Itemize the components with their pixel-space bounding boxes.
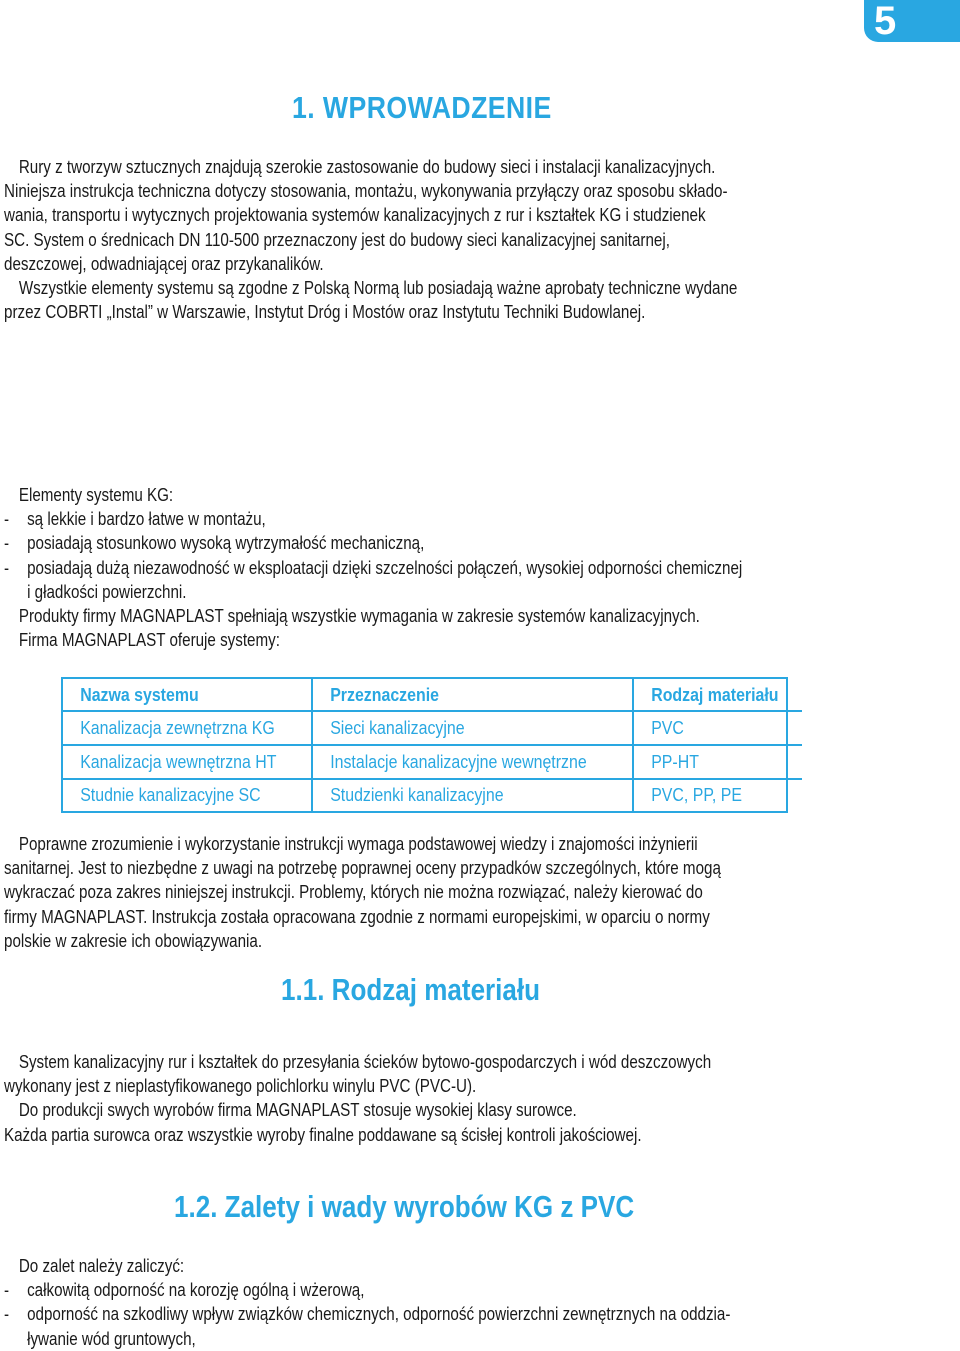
systems-table bbox=[61, 677, 788, 813]
list-item bbox=[4, 556, 829, 580]
list-dash: - bbox=[4, 556, 10, 578]
table-row bbox=[63, 711, 802, 745]
text-line: Poprawne zrozumienie i wykorzystanie instrukcji wymaga podstawowej wiedzy i znajomości inżynierii bbox=[18, 833, 698, 854]
advantages-block bbox=[4, 1254, 829, 1351]
list-item-text: są lekkie i bardzo łatwe w montażu, bbox=[27, 508, 266, 530]
cell-text: Sieci kanalizacyjne bbox=[330, 717, 465, 739]
text-line: System kanalizacyjny rur i kształtek do przesyłania ścieków bytowo-gospodarczych i wód deszczowych bbox=[18, 1051, 712, 1072]
intro-paragraph bbox=[4, 155, 829, 324]
table-cell bbox=[312, 745, 632, 779]
offer-line: Firma MAGNAPLAST oferuje systemy: bbox=[18, 629, 280, 651]
table-header-cell bbox=[312, 679, 632, 711]
list-dash: - bbox=[4, 1303, 10, 1325]
cell-text: Studzienki kanalizacyjne bbox=[330, 784, 504, 806]
products-line: Produkty firmy MAGNAPLAST spełniają wszystkie wymagania w zakresie systemów kanalizacyjnych. bbox=[18, 605, 700, 627]
list-item bbox=[4, 1302, 829, 1326]
list-dash: - bbox=[4, 532, 10, 554]
text-line: Wszystkie elementy systemu są zgodne z Polską Normą lub posiadają ważne aprobaty techniczne wydane bbox=[18, 277, 738, 299]
table-cell bbox=[312, 779, 632, 811]
text-line: deszczowej, odwadniającej oraz przykanalików. bbox=[4, 252, 324, 274]
text-line: przez COBRTI „Instal” w Warszawie, Instytut Dróg i Mostów oraz Instytutu Techniki Budowlanej. bbox=[4, 301, 646, 323]
list-item-text: posiadają dużą niezawodność w eksploatacji dzięki szczelności połączeń, wysokiej odporności chemicznej bbox=[27, 556, 743, 578]
text-line: wania, transportu i wytycznych projektowania systemów kanalizacyjnych z rur i kształtek KG i studzienek bbox=[4, 204, 706, 226]
list-item bbox=[4, 507, 829, 531]
cell-text: PVC, PP, PE bbox=[650, 784, 742, 806]
text-line: wykonany jest z nieplastyfikowanego polichlorku winylu PVC (PVC-U). bbox=[4, 1075, 477, 1097]
cell-text: PVC bbox=[650, 717, 684, 739]
cell-text: PP-HT bbox=[650, 750, 699, 772]
page-number-badge: 5 bbox=[864, 0, 960, 42]
table-cell bbox=[63, 745, 312, 779]
table-header-cell bbox=[633, 679, 802, 711]
table-cell bbox=[63, 779, 312, 811]
table-cell bbox=[312, 711, 632, 745]
list-dash: - bbox=[4, 1279, 10, 1301]
table-header-cell bbox=[63, 679, 312, 711]
text-line: firmy MAGNAPLAST. Instrukcja została opracowana zgodnie z normami europejskimi, w oparciu o normy bbox=[4, 905, 710, 927]
table-cell bbox=[633, 779, 802, 811]
section-1-heading: 1. WPROWADZENIE bbox=[292, 90, 552, 125]
header-text: Przeznaczenie bbox=[330, 683, 440, 705]
list-item-text: posiadają stosunkowo wysoką wytrzymałość mechaniczną, bbox=[27, 532, 425, 554]
section-1-2-heading: 1.2. Zalety i wady wyrobów KG z PVC bbox=[174, 1189, 635, 1224]
table-cell bbox=[633, 745, 802, 779]
table-cell bbox=[633, 711, 802, 745]
table-row bbox=[63, 779, 802, 811]
table-cell bbox=[63, 711, 312, 745]
cell-text: Kanalizacja wewnętrzna HT bbox=[80, 750, 277, 772]
list-item-continuation: ływanie wód gruntowych, bbox=[27, 1327, 196, 1349]
elements-block bbox=[4, 483, 829, 652]
text-line: Do produkcji swych wyrobów firma MAGNAPLAST stosuje wysokiej klasy surowce. bbox=[18, 1099, 577, 1121]
text-line: Każda partia surowca oraz wszystkie wyroby finalne poddawane są ścisłej kontroli jakościowej. bbox=[4, 1123, 642, 1145]
list-item bbox=[4, 1278, 829, 1302]
advantages-intro: Do zalet należy zaliczyć: bbox=[18, 1255, 185, 1276]
list-item-text: odporność na szkodliwy wpływ związków chemicznych, odporność powierzchni zewnętrznych na oddzia- bbox=[27, 1303, 731, 1325]
understanding-paragraph bbox=[4, 832, 829, 953]
text-line: sanitarnej. Jest to niezbędne z uwagi na potrzebę poprawnej oceny przypadków szczególnych, które mogą bbox=[4, 857, 721, 879]
list-item-text: całkowitą odporność na korozję ogólną i wżerową, bbox=[27, 1279, 365, 1301]
table-row bbox=[63, 745, 802, 779]
cell-text: Kanalizacja zewnętrzna KG bbox=[80, 717, 275, 739]
header-text: Nazwa systemu bbox=[80, 683, 199, 705]
list-dash: - bbox=[4, 508, 10, 530]
material-paragraph bbox=[4, 1050, 829, 1147]
list-item-continuation: i gładkości powierzchni. bbox=[27, 580, 187, 602]
elements-title: Elementy systemu KG: bbox=[18, 484, 174, 505]
text-line: Rury z tworzyw sztucznych znajdują szerokie zastosowanie do budowy sieci i instalacji kanalizacyjnych. bbox=[18, 156, 716, 177]
cell-text: Studnie kanalizacyjne SC bbox=[80, 784, 261, 806]
text-line: SC. System o średnicach DN 110-500 przeznaczony jest do budowy sieci kanalizacyjnej sanitarnej, bbox=[4, 228, 670, 250]
cell-text: Instalacje kanalizacyjne wewnętrzne bbox=[330, 750, 587, 772]
section-1-1-heading: 1.1. Rodzaj materiału bbox=[281, 972, 541, 1007]
text-line: Niniejsza instrukcja techniczna dotyczy stosowania, montażu, wykonywania przyłączy oraz sposobu składo- bbox=[4, 180, 728, 202]
table-header-row bbox=[63, 679, 802, 711]
text-line: wykraczać poza zakres niniejszej instrukcji. Problemy, których nie można rozwiązać, należy kierować do bbox=[4, 881, 703, 903]
text-line: polskie w zakresie ich obowiązywania. bbox=[4, 929, 263, 951]
header-text: Rodzaj materiału bbox=[650, 683, 779, 705]
list-item bbox=[4, 531, 829, 555]
